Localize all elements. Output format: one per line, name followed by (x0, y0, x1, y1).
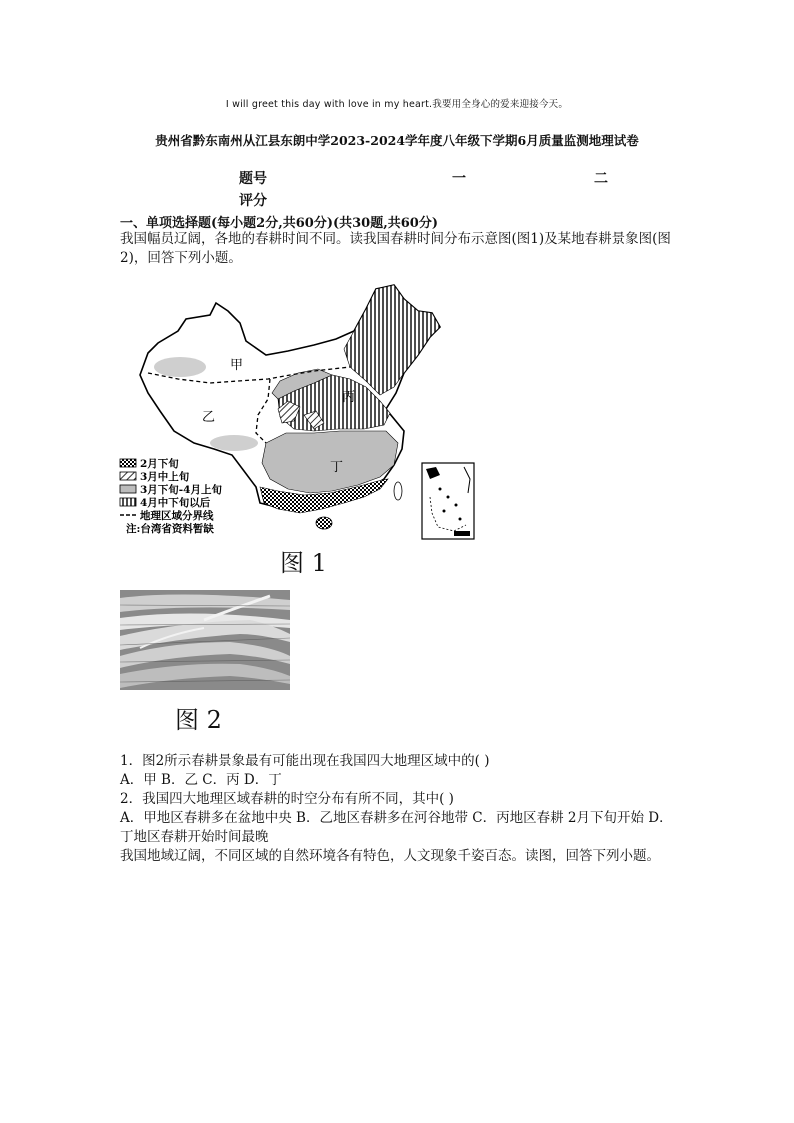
score-table-col-1: 一 (452, 171, 466, 187)
figure-2-caption: 图 2 (175, 706, 222, 734)
score-table-col-2: 二 (594, 171, 608, 187)
hainan-island (316, 517, 332, 529)
question-1-options: A．甲 B．乙 C．丙 D．丁 (120, 772, 282, 788)
figure-1-caption: 图 1 (280, 549, 327, 577)
legend-boundary: 地理区域分界线 (140, 510, 214, 522)
region-label-yi: 乙 (202, 410, 216, 425)
legend-late-feb: 2月下旬 (140, 458, 179, 470)
figure-1-map (118, 283, 478, 541)
legend-swatch-late-march (120, 485, 136, 493)
question-2-stem: 2．我国四大地理区域春耕的时空分布有所不同，其中( ) (120, 791, 454, 807)
section-intro: 我国幅员辽阔，各地的春耕时间不同。读我国春耕时间分布示意图(图1)及某地春耕景象图(图2)，回答下列小题。 (120, 231, 671, 266)
question-1-stem: 1．图2所示春耕景象最有可能出现在我国四大地理区域中的( ) (120, 753, 490, 769)
legend-swatch-late-april (120, 498, 136, 506)
section-heading: 一、单项选择题(每小题2分,共60分)(共30题,共60分) (120, 216, 438, 231)
legend-mid-march: 3月中上旬 (140, 471, 190, 483)
legend-late-april: 4月中下旬以后 (140, 497, 211, 509)
legend-swatch-mid-march (120, 472, 136, 480)
closing-paragraph: 我国地域辽阔，不同区域的自然环境各有特色，人文现象千姿百态。读图，回答下列小题。 (120, 848, 660, 864)
qaidam-basin-shade (210, 435, 258, 451)
legend-swatch-late-feb (120, 459, 136, 467)
region-label-bing: 丙 (342, 390, 356, 405)
score-table-score-label: 评分 (239, 193, 267, 209)
map-legend (120, 457, 222, 535)
tarim-basin-shade (154, 357, 206, 377)
score-table-question-label: 题号 (239, 171, 267, 187)
south-china-sea-inset (422, 463, 474, 539)
question-2-options: A．甲地区春耕多在盆地中央 B．乙地区春耕多在河谷地带 C．丙地区春耕 2月下旬开始 D．丁地区春耕开始时间最晚 (120, 810, 673, 845)
region-label-jia: 甲 (230, 358, 244, 373)
legend-late-march: 3月下旬-4月上旬 (140, 484, 222, 496)
taiwan-island (394, 482, 402, 500)
region-label-ding: 丁 (330, 460, 344, 475)
legend-note: 注:台湾省资料暂缺 (126, 523, 214, 535)
motto-line: I will greet this day with love in my heart.我要用全身心的爱来迎接今天。 (225, 99, 569, 110)
figure-2-photo (120, 590, 290, 690)
exam-title: 贵州省黔东南州从江县东朗中学2023-2024学年度八年级下学期6月质量监测地理试卷 (155, 133, 639, 148)
